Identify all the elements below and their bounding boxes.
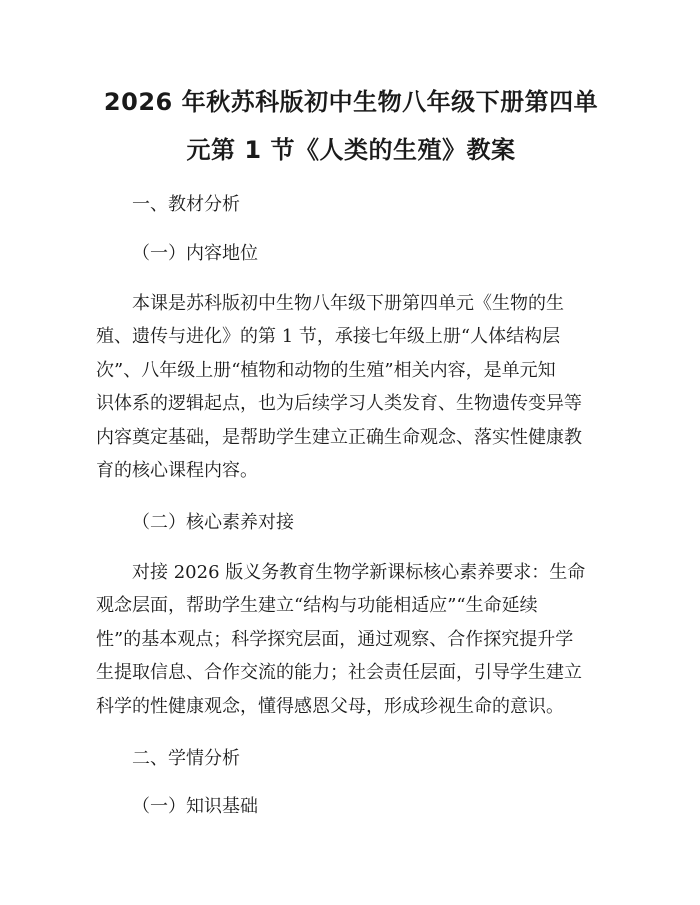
paragraph-line: 生提取信息、合作交流的能力；社会责任层面，引导学生建立 — [96, 662, 582, 684]
document-title — [96, 78, 606, 174]
paragraph-content-position — [96, 287, 606, 487]
paragraph-line: 对接 2026 版义务教育生物学新课标核心素养要求：生命 — [132, 562, 586, 583]
paragraph-line: 识体系的逻辑起点，也为后续学习人类发育、生物遗传变异等 — [96, 393, 582, 415]
paragraph-line: 本课是苏科版初中生物八年级下册第四单元《生物的生 — [132, 293, 564, 314]
subsection-heading-core-literacy: （二）核心素养对接 — [132, 512, 294, 533]
subsection-heading-knowledge-base: （一）知识基础 — [132, 796, 258, 817]
paragraph-line: 观念层面，帮助学生建立“结构与功能相适应”“生命延续 — [96, 595, 538, 617]
section-heading-1: 一、教材分析 — [132, 194, 240, 215]
paragraph-line: 次”、八年级上册“植物和动物的生殖”相关内容，是单元知 — [96, 359, 556, 381]
paragraph-core-literacy — [96, 556, 606, 723]
paragraph-line: 性”的基本观点；科学探究层面，通过观察、合作探究提升学 — [96, 628, 574, 650]
paragraph-line: 育的核心课程内容。 — [96, 460, 258, 482]
title-line-2: 元第 1 节《人类的生殖》教案 — [186, 136, 516, 164]
title-line-1: 2026 年秋苏科版初中生物八年级下册第四单 — [103, 88, 599, 116]
paragraph-line: 内容奠定基础，是帮助学生建立正确生命观念、落实性健康教 — [96, 426, 582, 448]
paragraph-line: 科学的性健康观念，懂得感恩父母，形成珍视生命的意识。 — [96, 695, 564, 717]
paragraph-line: 殖、遗传与进化》的第 1 节，承接七年级上册“人体结构层 — [96, 326, 561, 348]
section-heading-2: 二、学情分析 — [132, 748, 240, 769]
subsection-heading-content-position: （一）内容地位 — [132, 243, 258, 264]
